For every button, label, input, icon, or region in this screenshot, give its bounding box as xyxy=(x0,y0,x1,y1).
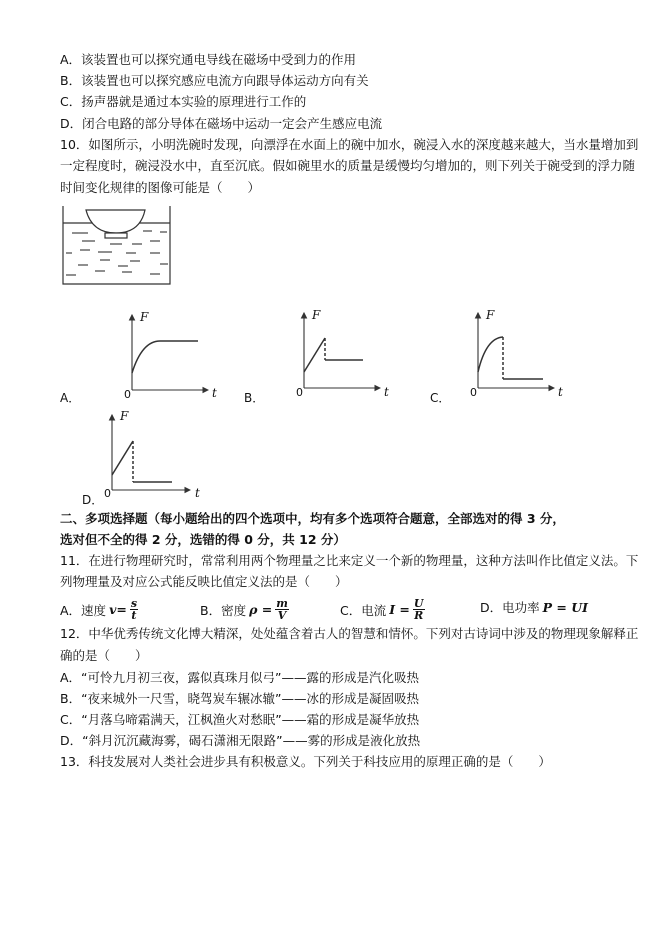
option-a-label: A． xyxy=(60,391,81,405)
q11-option-b xyxy=(200,598,289,621)
q10-stem-line: 一定程度时，碗浸没水中，直至沉底。假如碗里水的质量是缓慢均匀增加的，则下列关于碗受到的浮力随 xyxy=(60,158,636,173)
origin-label: 0 xyxy=(124,388,131,401)
beaker-with-bowl-diagram xyxy=(63,206,170,284)
q9-option-b: B．该装置也可以探究感应电流方向跟导体运动方向有关 xyxy=(60,73,369,88)
option-c-label: C． xyxy=(430,391,451,405)
q12-stem-line: 确的是（ ） xyxy=(60,648,148,663)
q11-stem-line: 列物理量及对应公式能反映比值定义法的是（ ） xyxy=(60,574,348,589)
q12-option-a: A．“可怜九月初三夜，露似真珠月似弓”——露的形成是汽化吸热 xyxy=(60,670,420,685)
q9-option-a: A．该装置也可以探究通电导线在磁场中受到力的作用 xyxy=(60,52,357,67)
q13-stem: 13．科技发展对人类社会进步具有积极意义。下列关于科技应用的原理正确的是（ ） xyxy=(60,754,551,769)
section-heading: 二、多项选择题（每小题给出的四个选项中，均有多个选项符合题意，全部选对的得 3 分， xyxy=(60,511,565,526)
origin-label: 0 xyxy=(470,386,477,399)
option-label: C．电流 xyxy=(340,602,387,618)
option-label: B．密度 xyxy=(200,602,247,618)
section-heading: 选对但不全的得 2 分，选错的得 0 分，共 12 分） xyxy=(60,532,346,547)
formula: P = UI xyxy=(542,599,588,615)
q10-stem-line: 10．如图所示，小明洗碗时发现，向漂浮在水面上的碗中加水，碗浸入水的深度越来越大，当水量增加到 xyxy=(60,137,639,152)
origin-label: 0 xyxy=(104,487,111,500)
denominator: R xyxy=(414,609,424,622)
q12-option-c: C．“月落乌啼霜满天，江枫渔火对愁眠”——霜的形成是凝华放热 xyxy=(60,712,420,727)
q12-stem-line: 12．中华优秀传统文化博大精深，处处蕴含着古人的智慧和情怀。下列对古诗词中涉及的物理现象解释正 xyxy=(60,626,639,641)
graph-c xyxy=(478,313,554,388)
numerator: U xyxy=(413,597,424,610)
formula-lhs: ρ = xyxy=(249,602,273,617)
origin-label: 0 xyxy=(296,386,303,399)
axis-t-label: t xyxy=(212,386,217,400)
option-b-label: B． xyxy=(244,391,265,405)
q12-option-d: D．“斜月沉沉藏海雾，碣石潇湘无限路”——雾的形成是液化放热 xyxy=(60,733,421,748)
q10-stem-line: 时间变化规律的图像可能是（ ） xyxy=(60,180,261,195)
axis-t-label: t xyxy=(195,486,200,500)
axis-t-label: t xyxy=(558,385,563,399)
graph-d xyxy=(112,415,190,490)
option-label: D．电功率 xyxy=(480,600,540,615)
option-d-label: D． xyxy=(82,493,104,507)
q9-option-c: C．扬声器就是通过本实验的原理进行工作的 xyxy=(60,94,307,109)
numerator: s xyxy=(130,597,138,610)
denominator: V xyxy=(277,609,287,622)
q11-stem-line: 11．在进行物理研究时，常常利用两个物理量之比来定义一个新的物理量，这种方法叫作比值定义法。下 xyxy=(60,553,639,568)
formula-lhs: v= xyxy=(109,602,127,617)
axis-f-label: F xyxy=(140,310,149,324)
numerator: m xyxy=(276,597,288,610)
fraction xyxy=(130,598,138,621)
axis-f-label: F xyxy=(312,308,321,322)
q12-option-b: B．“夜来城外一尺雪，晓驾炭车辗冰辙”——冰的形成是凝固吸热 xyxy=(60,691,420,706)
q11-option-d xyxy=(480,598,588,616)
fraction xyxy=(275,598,289,621)
q9-option-d: D．闭合电路的部分导体在磁场中运动一定会产生感应电流 xyxy=(60,116,383,131)
axis-f-label: F xyxy=(486,308,495,322)
option-label: A．速度 xyxy=(60,602,107,618)
axis-t-label: t xyxy=(384,385,389,399)
q11-option-c xyxy=(340,598,425,621)
axis-f-label: F xyxy=(120,409,129,423)
denominator: t xyxy=(131,609,137,622)
fraction xyxy=(413,598,425,621)
graph-a xyxy=(132,315,208,390)
formula-lhs: I = xyxy=(389,602,410,617)
graph-b xyxy=(304,313,380,388)
q11-option-a xyxy=(60,598,138,621)
